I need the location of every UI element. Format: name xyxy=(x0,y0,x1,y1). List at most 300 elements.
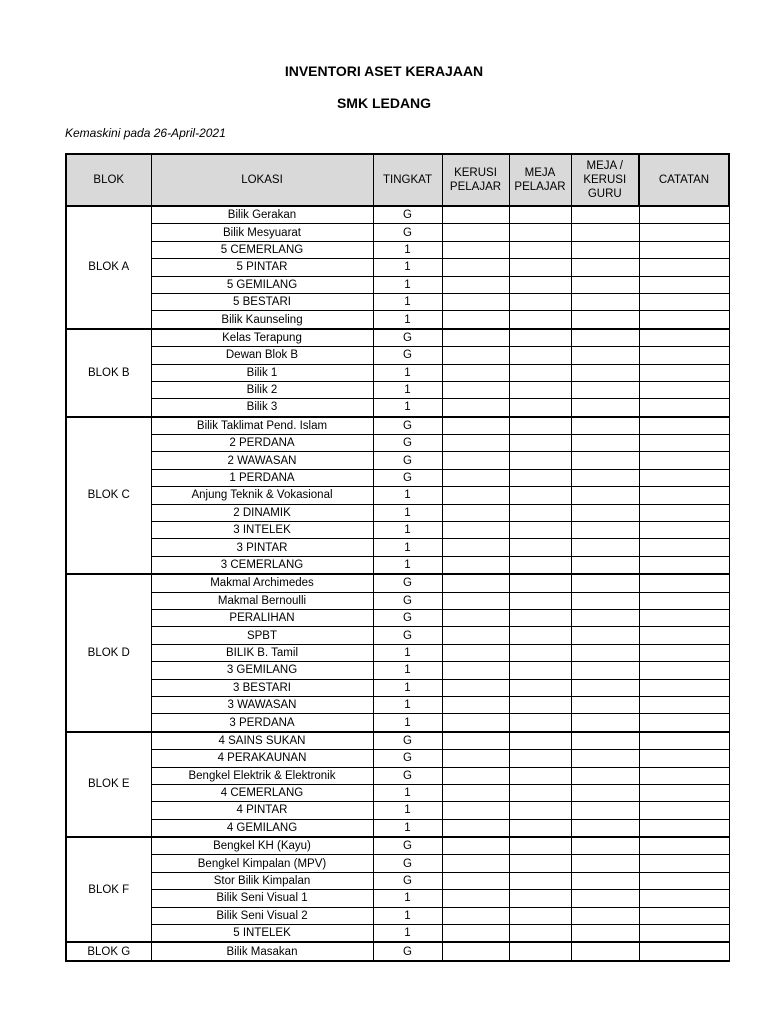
meja-pelajar-cell xyxy=(509,241,571,258)
table-row xyxy=(66,907,729,924)
header-catatan: CATATAN xyxy=(639,154,729,206)
kerusi-pelajar-cell xyxy=(442,872,509,889)
lokasi-cell: 3 BESTARI xyxy=(151,679,373,696)
meja-kerusi-guru-cell xyxy=(571,224,639,241)
meja-kerusi-guru-cell xyxy=(571,556,639,574)
tingkat-cell: G xyxy=(373,347,442,364)
meja-kerusi-guru-cell xyxy=(571,609,639,626)
table-row xyxy=(66,644,729,661)
table-row xyxy=(66,890,729,907)
lokasi-cell: Bengkel Elektrik & Elektronik xyxy=(151,767,373,784)
catatan-cell xyxy=(639,241,729,258)
table-row xyxy=(66,925,729,943)
catatan-cell xyxy=(639,504,729,521)
meja-pelajar-cell xyxy=(509,942,571,960)
meja-pelajar-cell xyxy=(509,784,571,801)
table-row xyxy=(66,784,729,801)
meja-kerusi-guru-cell xyxy=(571,241,639,258)
meja-kerusi-guru-cell xyxy=(571,732,639,750)
meja-pelajar-cell xyxy=(509,592,571,609)
catatan-cell xyxy=(639,399,729,417)
header-meja-pelajar: MEJA PELAJAR xyxy=(509,154,571,206)
tingkat-cell: 1 xyxy=(373,539,442,556)
table-row xyxy=(66,259,729,276)
meja-kerusi-guru-cell xyxy=(571,435,639,452)
tingkat-cell: 1 xyxy=(373,293,442,310)
meja-pelajar-cell xyxy=(509,556,571,574)
table-row xyxy=(66,364,729,381)
meja-pelajar-cell xyxy=(509,696,571,713)
kerusi-pelajar-cell xyxy=(442,259,509,276)
tingkat-cell: G xyxy=(373,942,442,960)
lokasi-cell: Dewan Blok B xyxy=(151,347,373,364)
table-row xyxy=(66,487,729,504)
tingkat-cell: 1 xyxy=(373,890,442,907)
tingkat-cell: 1 xyxy=(373,644,442,661)
catatan-cell xyxy=(639,872,729,889)
table-row xyxy=(66,452,729,469)
catatan-cell xyxy=(639,417,729,435)
lokasi-cell: 2 DINAMIK xyxy=(151,504,373,521)
tingkat-cell: 1 xyxy=(373,487,442,504)
catatan-cell xyxy=(639,539,729,556)
lokasi-cell: 5 GEMILANG xyxy=(151,276,373,293)
header-tingkat: TINGKAT xyxy=(373,154,442,206)
table-row xyxy=(66,627,729,644)
kerusi-pelajar-cell xyxy=(442,241,509,258)
meja-kerusi-guru-cell xyxy=(571,696,639,713)
blok-cell: BLOK E xyxy=(66,732,151,837)
tingkat-cell: G xyxy=(373,417,442,435)
kerusi-pelajar-cell xyxy=(442,399,509,417)
tingkat-cell: 1 xyxy=(373,311,442,329)
catatan-cell xyxy=(639,907,729,924)
catatan-cell xyxy=(639,574,729,592)
kerusi-pelajar-cell xyxy=(442,679,509,696)
catatan-cell xyxy=(639,206,729,224)
lokasi-cell: 3 WAWASAN xyxy=(151,696,373,713)
meja-kerusi-guru-cell xyxy=(571,925,639,943)
header-lokasi: LOKASI xyxy=(151,154,373,206)
tingkat-cell: G xyxy=(373,872,442,889)
kerusi-pelajar-cell xyxy=(442,837,509,855)
kerusi-pelajar-cell xyxy=(442,347,509,364)
lokasi-cell: 2 PERDANA xyxy=(151,435,373,452)
meja-pelajar-cell xyxy=(509,504,571,521)
table-row xyxy=(66,592,729,609)
meja-kerusi-guru-cell xyxy=(571,784,639,801)
meja-pelajar-cell xyxy=(509,311,571,329)
catatan-cell xyxy=(639,469,729,486)
tingkat-cell: G xyxy=(373,452,442,469)
catatan-cell xyxy=(639,627,729,644)
blok-cell: BLOK G xyxy=(66,942,151,960)
blok-cell: BLOK B xyxy=(66,329,151,417)
meja-kerusi-guru-cell xyxy=(571,364,639,381)
tingkat-cell: 1 xyxy=(373,276,442,293)
meja-kerusi-guru-cell xyxy=(571,802,639,819)
kerusi-pelajar-cell xyxy=(442,574,509,592)
tingkat-cell: 1 xyxy=(373,925,442,943)
lokasi-cell: Stor Bilik Kimpalan xyxy=(151,872,373,889)
catatan-cell xyxy=(639,329,729,347)
document-title: INVENTORI ASET KERAJAAN xyxy=(284,63,484,79)
tingkat-cell: 1 xyxy=(373,696,442,713)
meja-pelajar-cell xyxy=(509,627,571,644)
meja-kerusi-guru-cell xyxy=(571,539,639,556)
kerusi-pelajar-cell xyxy=(442,504,509,521)
lokasi-cell: Bilik Kaunseling xyxy=(151,311,373,329)
meja-kerusi-guru-cell xyxy=(571,750,639,767)
tingkat-cell: G xyxy=(373,469,442,486)
meja-pelajar-cell xyxy=(509,539,571,556)
table-row xyxy=(66,224,729,241)
tingkat-cell: 1 xyxy=(373,714,442,732)
lokasi-cell: Bilik 2 xyxy=(151,381,373,398)
meja-kerusi-guru-cell xyxy=(571,522,639,539)
kerusi-pelajar-cell xyxy=(442,750,509,767)
meja-kerusi-guru-cell xyxy=(571,574,639,592)
tingkat-cell: G xyxy=(373,224,442,241)
meja-kerusi-guru-cell xyxy=(571,311,639,329)
meja-pelajar-cell xyxy=(509,925,571,943)
blok-cell: BLOK D xyxy=(66,574,151,732)
meja-kerusi-guru-cell xyxy=(571,714,639,732)
table-row xyxy=(66,399,729,417)
lokasi-cell: Makmal Archimedes xyxy=(151,574,373,592)
catatan-cell xyxy=(639,435,729,452)
lokasi-cell: Bilik 1 xyxy=(151,364,373,381)
lokasi-cell: Bilik Taklimat Pend. Islam xyxy=(151,417,373,435)
meja-pelajar-cell xyxy=(509,206,571,224)
catatan-cell xyxy=(639,714,729,732)
table-row xyxy=(66,802,729,819)
catatan-cell xyxy=(639,276,729,293)
meja-kerusi-guru-cell xyxy=(571,644,639,661)
tingkat-cell: 1 xyxy=(373,556,442,574)
kerusi-pelajar-cell xyxy=(442,293,509,310)
table-row xyxy=(66,872,729,889)
lokasi-cell: 2 WAWASAN xyxy=(151,452,373,469)
kerusi-pelajar-cell xyxy=(442,381,509,398)
meja-pelajar-cell xyxy=(509,679,571,696)
tingkat-cell: G xyxy=(373,732,442,750)
kerusi-pelajar-cell xyxy=(442,890,509,907)
kerusi-pelajar-cell xyxy=(442,907,509,924)
meja-pelajar-cell xyxy=(509,399,571,417)
meja-kerusi-guru-cell xyxy=(571,399,639,417)
meja-kerusi-guru-cell xyxy=(571,679,639,696)
tingkat-cell: G xyxy=(373,206,442,224)
table-row xyxy=(66,329,729,347)
kerusi-pelajar-cell xyxy=(442,311,509,329)
tingkat-cell: G xyxy=(373,329,442,347)
kerusi-pelajar-cell xyxy=(442,767,509,784)
catatan-cell xyxy=(639,767,729,784)
meja-pelajar-cell xyxy=(509,890,571,907)
tingkat-cell: 1 xyxy=(373,819,442,837)
table-row xyxy=(66,381,729,398)
table-row xyxy=(66,522,729,539)
meja-pelajar-cell xyxy=(509,364,571,381)
catatan-cell xyxy=(639,679,729,696)
catatan-cell xyxy=(639,819,729,837)
lokasi-cell: Bilik Gerakan xyxy=(151,206,373,224)
lokasi-cell: 4 PERAKAUNAN xyxy=(151,750,373,767)
meja-pelajar-cell xyxy=(509,522,571,539)
catatan-cell xyxy=(639,592,729,609)
blok-cell: BLOK F xyxy=(66,837,151,942)
kerusi-pelajar-cell xyxy=(442,206,509,224)
table-body xyxy=(66,206,729,961)
lokasi-cell: Bilik 3 xyxy=(151,399,373,417)
kerusi-pelajar-cell xyxy=(442,732,509,750)
lokasi-cell: SPBT xyxy=(151,627,373,644)
meja-pelajar-cell xyxy=(509,329,571,347)
tingkat-cell: G xyxy=(373,609,442,626)
lokasi-cell: 3 GEMILANG xyxy=(151,662,373,679)
table-row xyxy=(66,662,729,679)
meja-pelajar-cell xyxy=(509,855,571,872)
meja-pelajar-cell xyxy=(509,609,571,626)
meja-pelajar-cell xyxy=(509,276,571,293)
table-row xyxy=(66,311,729,329)
catatan-cell xyxy=(639,662,729,679)
lokasi-cell: 1 PERDANA xyxy=(151,469,373,486)
catatan-cell xyxy=(639,802,729,819)
tingkat-cell: 1 xyxy=(373,907,442,924)
table-row xyxy=(66,574,729,592)
meja-kerusi-guru-cell xyxy=(571,907,639,924)
kerusi-pelajar-cell xyxy=(442,627,509,644)
meja-pelajar-cell xyxy=(509,819,571,837)
table-row xyxy=(66,609,729,626)
meja-pelajar-cell xyxy=(509,907,571,924)
table-row xyxy=(66,276,729,293)
table-row xyxy=(66,837,729,855)
kerusi-pelajar-cell xyxy=(442,539,509,556)
lokasi-cell: 5 PINTAR xyxy=(151,259,373,276)
lokasi-cell: 5 BESTARI xyxy=(151,293,373,310)
meja-kerusi-guru-cell xyxy=(571,819,639,837)
table-row xyxy=(66,819,729,837)
kerusi-pelajar-cell xyxy=(442,224,509,241)
meja-pelajar-cell xyxy=(509,381,571,398)
meja-kerusi-guru-cell xyxy=(571,329,639,347)
lokasi-cell: 3 PINTAR xyxy=(151,539,373,556)
tingkat-cell: 1 xyxy=(373,364,442,381)
tingkat-cell: 1 xyxy=(373,381,442,398)
meja-kerusi-guru-cell xyxy=(571,381,639,398)
kerusi-pelajar-cell xyxy=(442,417,509,435)
catatan-cell xyxy=(639,487,729,504)
school-name: SMK LEDANG xyxy=(336,95,432,111)
catatan-cell xyxy=(639,609,729,626)
tingkat-cell: G xyxy=(373,627,442,644)
table-row xyxy=(66,469,729,486)
meja-kerusi-guru-cell xyxy=(571,293,639,310)
kerusi-pelajar-cell xyxy=(442,435,509,452)
tingkat-cell: 1 xyxy=(373,522,442,539)
table-row xyxy=(66,679,729,696)
lokasi-cell: Bilik Masakan xyxy=(151,942,373,960)
meja-pelajar-cell xyxy=(509,872,571,889)
table-row xyxy=(66,435,729,452)
lokasi-cell: Makmal Bernoulli xyxy=(151,592,373,609)
table-row xyxy=(66,417,729,435)
kerusi-pelajar-cell xyxy=(442,819,509,837)
tingkat-cell: G xyxy=(373,592,442,609)
header-blok: BLOK xyxy=(66,154,151,206)
tingkat-cell: G xyxy=(373,574,442,592)
tingkat-cell: 1 xyxy=(373,241,442,258)
meja-pelajar-cell xyxy=(509,347,571,364)
kerusi-pelajar-cell xyxy=(442,696,509,713)
meja-kerusi-guru-cell xyxy=(571,259,639,276)
kerusi-pelajar-cell xyxy=(442,662,509,679)
kerusi-pelajar-cell xyxy=(442,364,509,381)
lokasi-cell: Bilik Seni Visual 2 xyxy=(151,907,373,924)
meja-kerusi-guru-cell xyxy=(571,890,639,907)
kerusi-pelajar-cell xyxy=(442,469,509,486)
lokasi-cell: Anjung Teknik & Vokasional xyxy=(151,487,373,504)
blok-cell: BLOK A xyxy=(66,206,151,329)
meja-pelajar-cell xyxy=(509,837,571,855)
lokasi-cell: 4 SAINS SUKAN xyxy=(151,732,373,750)
meja-pelajar-cell xyxy=(509,487,571,504)
tingkat-cell: G xyxy=(373,767,442,784)
meja-pelajar-cell xyxy=(509,750,571,767)
meja-kerusi-guru-cell xyxy=(571,627,639,644)
lokasi-cell: 4 CEMERLANG xyxy=(151,784,373,801)
catatan-cell xyxy=(639,224,729,241)
meja-pelajar-cell xyxy=(509,662,571,679)
blok-cell: BLOK C xyxy=(66,417,151,575)
meja-kerusi-guru-cell xyxy=(571,855,639,872)
catatan-cell xyxy=(639,837,729,855)
kerusi-pelajar-cell xyxy=(442,487,509,504)
updated-date: Kemaskini pada 26-April-2021 xyxy=(65,126,226,140)
tingkat-cell: 1 xyxy=(373,679,442,696)
table-row xyxy=(66,750,729,767)
tingkat-cell: G xyxy=(373,837,442,855)
lokasi-cell: Bilik Mesyuarat xyxy=(151,224,373,241)
catatan-cell xyxy=(639,347,729,364)
lokasi-cell: Bengkel Kimpalan (MPV) xyxy=(151,855,373,872)
lokasi-cell: PERALIHAN xyxy=(151,609,373,626)
table-row xyxy=(66,293,729,310)
meja-pelajar-cell xyxy=(509,293,571,310)
catatan-cell xyxy=(639,750,729,767)
tingkat-cell: 1 xyxy=(373,399,442,417)
meja-kerusi-guru-cell xyxy=(571,417,639,435)
meja-pelajar-cell xyxy=(509,767,571,784)
table-row xyxy=(66,767,729,784)
kerusi-pelajar-cell xyxy=(442,942,509,960)
meja-kerusi-guru-cell xyxy=(571,452,639,469)
catatan-cell xyxy=(639,732,729,750)
table-row xyxy=(66,504,729,521)
meja-kerusi-guru-cell xyxy=(571,347,639,364)
catatan-cell xyxy=(639,293,729,310)
catatan-cell xyxy=(639,784,729,801)
table-header-row xyxy=(66,154,729,206)
meja-pelajar-cell xyxy=(509,574,571,592)
tingkat-cell: G xyxy=(373,855,442,872)
kerusi-pelajar-cell xyxy=(442,714,509,732)
kerusi-pelajar-cell xyxy=(442,556,509,574)
lokasi-cell: 5 CEMERLANG xyxy=(151,241,373,258)
table-row xyxy=(66,539,729,556)
inventory-table xyxy=(65,153,730,962)
catatan-cell xyxy=(639,556,729,574)
table-row xyxy=(66,241,729,258)
table-row xyxy=(66,206,729,224)
catatan-cell xyxy=(639,855,729,872)
meja-pelajar-cell xyxy=(509,224,571,241)
tingkat-cell: 1 xyxy=(373,662,442,679)
meja-pelajar-cell xyxy=(509,644,571,661)
meja-kerusi-guru-cell xyxy=(571,206,639,224)
meja-pelajar-cell xyxy=(509,452,571,469)
tingkat-cell: 1 xyxy=(373,259,442,276)
catatan-cell xyxy=(639,942,729,960)
lokasi-cell: Bengkel KH (Kayu) xyxy=(151,837,373,855)
kerusi-pelajar-cell xyxy=(442,855,509,872)
meja-pelajar-cell xyxy=(509,469,571,486)
tingkat-cell: 1 xyxy=(373,802,442,819)
catatan-cell xyxy=(639,311,729,329)
meja-kerusi-guru-cell xyxy=(571,487,639,504)
catatan-cell xyxy=(639,644,729,661)
table-row xyxy=(66,347,729,364)
catatan-cell xyxy=(639,696,729,713)
table-row xyxy=(66,696,729,713)
table-row xyxy=(66,942,729,960)
lokasi-cell: 4 PINTAR xyxy=(151,802,373,819)
tingkat-cell: G xyxy=(373,435,442,452)
kerusi-pelajar-cell xyxy=(442,452,509,469)
lokasi-cell: 3 PERDANA xyxy=(151,714,373,732)
kerusi-pelajar-cell xyxy=(442,609,509,626)
meja-kerusi-guru-cell xyxy=(571,469,639,486)
catatan-cell xyxy=(639,364,729,381)
meja-pelajar-cell xyxy=(509,435,571,452)
meja-pelajar-cell xyxy=(509,714,571,732)
kerusi-pelajar-cell xyxy=(442,925,509,943)
table-row xyxy=(66,732,729,750)
lokasi-cell: 4 GEMILANG xyxy=(151,819,373,837)
header-kerusi-pelajar: KERUSI PELAJAR xyxy=(442,154,509,206)
lokasi-cell: BILIK B. Tamil xyxy=(151,644,373,661)
meja-kerusi-guru-cell xyxy=(571,662,639,679)
catatan-cell xyxy=(639,259,729,276)
meja-pelajar-cell xyxy=(509,417,571,435)
meja-pelajar-cell xyxy=(509,732,571,750)
table-row xyxy=(66,556,729,574)
tingkat-cell: 1 xyxy=(373,504,442,521)
catatan-cell xyxy=(639,890,729,907)
meja-pelajar-cell xyxy=(509,802,571,819)
kerusi-pelajar-cell xyxy=(442,329,509,347)
kerusi-pelajar-cell xyxy=(442,784,509,801)
meja-kerusi-guru-cell xyxy=(571,767,639,784)
meja-kerusi-guru-cell xyxy=(571,872,639,889)
header-meja-kerusi-guru: MEJA / KERUSI GURU xyxy=(571,154,639,206)
meja-kerusi-guru-cell xyxy=(571,942,639,960)
meja-pelajar-cell xyxy=(509,259,571,276)
lokasi-cell: 5 INTELEK xyxy=(151,925,373,943)
